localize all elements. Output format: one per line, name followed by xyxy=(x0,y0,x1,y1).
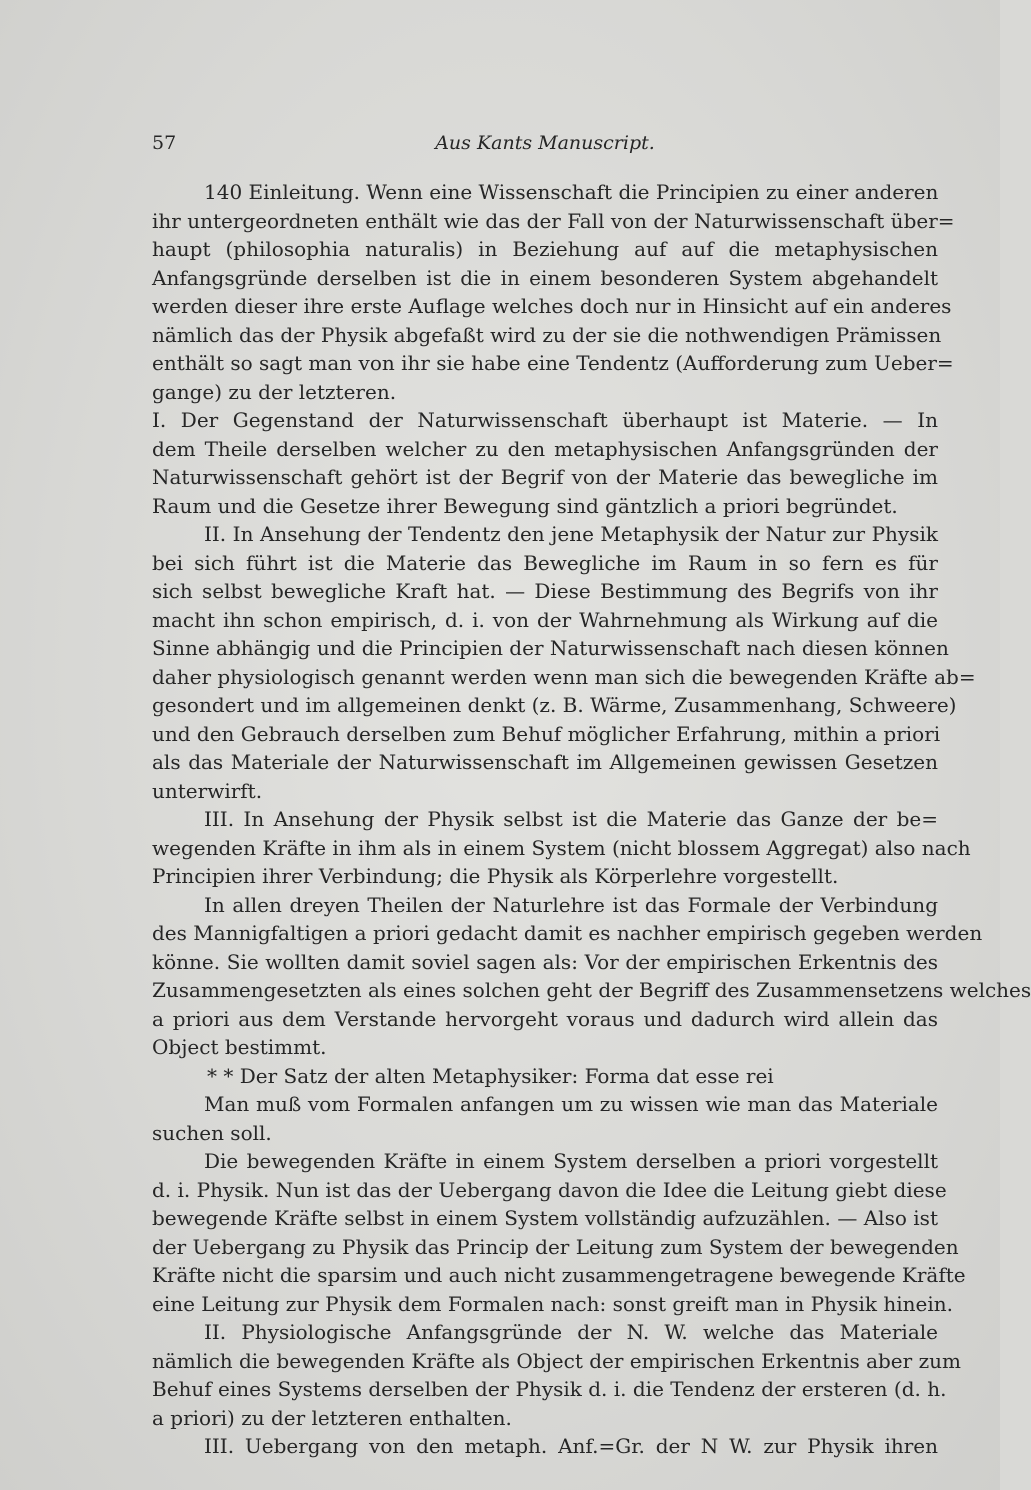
text-line: Man muß vom Formalen anfangen um zu wissen wie man das Materiale xyxy=(204,1092,938,1116)
text-line: In allen dreyen Theilen der Naturlehre ist das Formale der Verbindung xyxy=(204,892,938,917)
text-line: bewegende Kräfte selbst in einem System vollständig aufzuzählen. — Also ist xyxy=(152,1206,938,1230)
text-line: sich selbst bewegliche Kraft hat. — Diese Bestimmung des Begrifs von ihr xyxy=(152,579,938,603)
text-line: III. In Ansehung der Physik selbst ist die Materie das Ganze der be= xyxy=(204,807,938,831)
text-line: werden dieser ihre erste Auflage welches doch nur in Hinsicht auf ein anderes xyxy=(152,294,952,318)
text-line: * * Der Satz der alten Metaphysiker: Forma dat esse rei xyxy=(207,1063,774,1088)
text-line: nämlich die bewegenden Kräfte als Object der empirischen Erkentnis aber zum xyxy=(152,1348,961,1373)
body-text xyxy=(152,178,1031,1461)
text-line: II. Physiologische Anfangsgründe der N. W. welche das Materiale xyxy=(204,1320,938,1344)
text-line: gange) zu der letzteren. xyxy=(152,379,397,404)
text-line: Principien ihrer Verbindung; die Physik als Körperlehre vorgestellt. xyxy=(152,864,839,888)
text-line: I. Der Gegenstand der Naturwissenschaft überhaupt ist Materie. — In xyxy=(152,408,938,432)
text-line: ihr untergeordneten enthält wie das der Fall von der Naturwissenschaft über= xyxy=(152,208,955,233)
text-line: nämlich das der Physik abgefaßt wird zu der sie die nothwendigen Prämissen xyxy=(152,322,942,347)
page-number: 57 xyxy=(152,132,177,154)
text-line: III. Uebergang von den metaph. Anf.=Gr. der N W. zur Physik ihren xyxy=(204,1434,938,1458)
text-line: haupt (philosophia naturalis) in Beziehung auf auf die metaphysischen xyxy=(152,237,938,261)
text-line: macht ihn schon empirisch, d. i. von der Wahrnehmung als Wirkung auf die xyxy=(152,607,938,632)
text-line: Sinne abhängig und die Principien der Naturwissenschaft nach diesen können xyxy=(152,636,949,660)
text-line: Zusammengesetzten als eines solchen geht der Begriff des Zusammensetzens welches xyxy=(152,978,1031,1002)
text-line: Raum und die Gesetze ihrer Bewegung sind gäntzlich a priori begründet. xyxy=(152,493,898,518)
text-line: Anfangsgründe derselben ist die in einem besonderen System abgehandelt xyxy=(152,265,938,290)
text-line: Object bestimmt. xyxy=(152,1035,327,1059)
text-line: a priori aus dem Verstande hervorgeht voraus und dadurch wird allein das xyxy=(152,1006,938,1031)
text-line: als das Materiale der Naturwissenschaft im Allgemeinen gewissen Gesetzen xyxy=(152,750,938,774)
text-line: gesondert und im allgemeinen denkt (z. B. Wärme, Zusammenhang, Schweere) xyxy=(152,693,957,717)
text-line: Kräfte nicht die sparsim und auch nicht zusammengetragene bewegende Kräfte xyxy=(152,1263,966,1287)
text-line: Naturwissenschaft gehört ist der Begrif von der Materie das bewegliche im xyxy=(152,465,938,489)
text-line: und den Gebrauch derselben zum Behuf möglicher Erfahrung, mithin a priori xyxy=(152,721,941,746)
text-line: der Uebergang zu Physik das Princip der Leitung zum System der bewegenden xyxy=(152,1234,959,1259)
text-line: II. In Ansehung der Tendentz den jene Metaphysik der Natur zur Physik xyxy=(204,522,938,546)
text-line: Die bewegenden Kräfte in einem System derselben a priori vorgestellt xyxy=(204,1149,938,1173)
text-line: des Mannigfaltigen a priori gedacht damit es nachher empirisch gegeben werden xyxy=(152,921,983,945)
text-line: wegenden Kräfte in ihm als in einem System (nicht blossem Aggregat) also nach xyxy=(152,835,971,860)
running-title: Aus Kants Manuscript. xyxy=(435,132,655,154)
text-line: eine Leitung zur Physik dem Formalen nach: sonst greift man in Physik hinein. xyxy=(152,1291,953,1316)
text-line: unterwirft. xyxy=(152,778,263,803)
text-line: suchen soll. xyxy=(152,1120,272,1145)
text-line: a priori) zu der letzteren enthalten. xyxy=(152,1405,512,1430)
text-line: Behuf eines Systems derselben der Physik d. i. die Tendenz der ersteren (d. h. xyxy=(152,1377,947,1401)
text-line: bei sich führt ist die Materie das Bewegliche im Raum in so fern es für xyxy=(152,550,938,575)
text-line: könne. Sie wollten damit soviel sagen als: Vor der empirischen Erkentnis des xyxy=(152,949,938,974)
page-header xyxy=(150,128,940,158)
text-line: daher physiologisch genannt werden wenn man sich die bewegenden Kräfte ab= xyxy=(152,664,976,689)
text-line: d. i. Physik. Nun ist das der Uebergang davon die Idee die Leitung giebt diese xyxy=(152,1177,947,1202)
text-line: 140 Einleitung. Wenn eine Wissenschaft die Principien zu einer anderen xyxy=(204,180,939,204)
text-line: dem Theile derselben welcher zu den metaphysischen Anfangsgründen der xyxy=(152,436,938,461)
text-line: enthält so sagt man von ihr sie habe eine Tendentz (Aufforderung zum Ueber= xyxy=(152,351,954,375)
